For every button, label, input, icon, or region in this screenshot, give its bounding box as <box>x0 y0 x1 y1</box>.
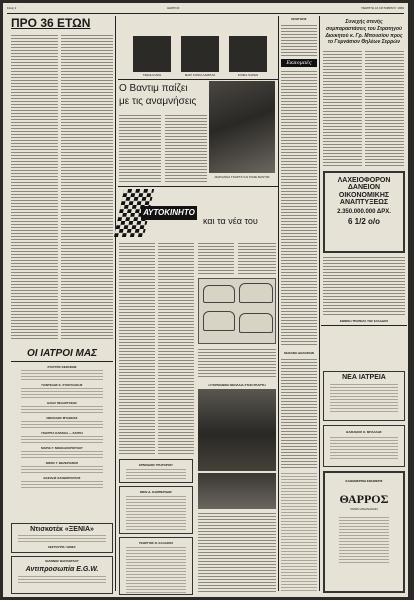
car-drawing-1 <box>203 285 235 303</box>
vantim-photo <box>209 81 275 173</box>
xenia-ad <box>11 523 113 553</box>
column-divider-2 <box>278 16 279 591</box>
kalogiannis-name: ΓΕΩΡΓΙΟΣ Ν. ΚΑΛΑΚΟΣ <box>138 541 174 545</box>
car-drawing-3 <box>203 311 235 331</box>
new-clinic-title: ΝΕΑ ΙΑΤΡΕΙΑ <box>342 374 386 381</box>
programs-intro-text <box>281 25 317 57</box>
stadium-photo <box>198 473 276 509</box>
auto-text-c <box>198 243 234 275</box>
photo-portrait-2 <box>181 36 219 72</box>
military-text-b <box>365 51 404 167</box>
photo-caption-3: ΣΟΦΙΑ ΛΟΡΕΝ <box>237 73 259 77</box>
military-ad-line4: το Γυμνάσιον Θηλέων Σερρών <box>327 39 401 46</box>
doctor-entry: ΠΑΝΤΕΛΗΣ Ε. ΣΥΚΟΥΛΑΚΗΣ <box>41 383 83 387</box>
lottery-rule <box>321 325 407 326</box>
issue-date: ΠΕΜΠΤΗ 16 ΟΚΤΩΒΡΙΟΥ 1969 <box>361 6 404 10</box>
doctor-entry: ΝΙΚΟΛΑΟΣ ΜΥΛΩΝΑΣ <box>46 416 78 420</box>
grigoriou-ad <box>119 459 193 483</box>
lottery-line3: ΟΙΚΟΝΟΜΙΚΗΣ <box>338 191 390 199</box>
newspaper-name: ΘΑΡΡΟΣ <box>167 6 180 10</box>
programs-title: ΕΙΣΗΓΗΣΙΣ <box>291 17 307 21</box>
lottery-rate: 6 1/2 ο/ο <box>347 216 380 226</box>
vantim-headline-2: με τις αναμνήσεις <box>119 95 197 107</box>
programs-text-b <box>281 359 317 469</box>
vantim-headline-1: Ο Βαντιμ παίζει <box>119 83 188 94</box>
doctor-entry: ΝΙΚΟΣ Γ. ΒΕΖΕΡΙΑΝΟΣ <box>45 461 79 465</box>
vantim-rule <box>118 186 278 187</box>
lottery-ad <box>323 171 405 253</box>
auto-text-d <box>238 243 276 275</box>
photo-caption-2: ΜΑΡΙ ΣΟΝΙΑ ΛΑΜΠΑΣ <box>184 73 216 77</box>
tharros-sub: ΡΙΖΩΝ ΑΝΗΛΙΑΚΩΝ <box>350 506 378 511</box>
doctor-entry: ΗΛΙΑΣ ΠΕΛΑΡΓΑΚΗΣ <box>47 401 77 405</box>
military-ad-line2: συμπαραστάσεις του Στρατηγού <box>325 25 403 32</box>
military-ad-line1: Συνεχής στενής <box>345 19 383 25</box>
photo-portrait-1 <box>133 36 171 72</box>
auto-subtitle: και τα νέα του <box>203 216 258 226</box>
lottery-line1: ΛΑΧΕΙΟΦΟΡΟΝ <box>337 177 391 184</box>
vantim-text-b <box>165 115 207 183</box>
header-rule <box>7 13 404 14</box>
tharros-title: ΘΑΡΡΟΣ <box>339 492 389 506</box>
doctor-entry: ΜΑΡΙΑ Γ. ΝΙΚΟΛΑΚΟΠΟΥΛΟΥ <box>41 446 83 450</box>
page-header <box>7 6 404 13</box>
auto-text-a <box>119 243 155 455</box>
column-left-text-b <box>61 35 113 340</box>
programs-footer: ΜΗΧΑΝΗ ΔΗΛΩΣΙΩΝ <box>284 351 314 355</box>
tharros-ad <box>323 471 405 593</box>
doctor-entry: ΒΑΣΙΛΗΣ ΧΑΝΘΟΠΟΥΛΟΣ <box>43 476 81 480</box>
kamperidis-ad <box>119 486 193 534</box>
car-drawing-4 <box>239 313 273 333</box>
photo-portrait-3 <box>229 36 267 72</box>
mavroudis-ad <box>323 425 405 467</box>
vantim-photo-caption: ΜΑΡΙΑΝΝΑ ΤΖΩΡΤΖ ΚΑΙ ΡΟΖΕ ΒΑΝΤΙΜ <box>214 175 270 179</box>
photos-rule <box>118 79 278 80</box>
new-clinic-ad <box>323 371 405 421</box>
military-text-a <box>323 51 362 167</box>
auto-text-e <box>198 349 276 379</box>
car-cartoon-illustration <box>198 278 276 344</box>
german-youth-photo <box>198 389 276 471</box>
auto-text-b <box>158 243 194 455</box>
page-number: Σελίς 2 <box>7 6 17 10</box>
column-left-text-a <box>11 35 58 340</box>
doctor-entry: ΓΕΩΡΓΙΑ ΚΑΡΑΚΗ — ΣΑΡΡΗ <box>41 431 83 435</box>
column-left-title: ΠΡΟ 36 ΕΤΩΝ <box>11 16 91 30</box>
auto-banner: ΑΥΤΟΚΙΝΗΤΟ <box>141 206 197 220</box>
doctors-title: ΟΙ ΙΑΤΡΟΙ ΜΑΣ <box>27 348 97 359</box>
lottery-line2: ΔΑΝΕΙΟΝ <box>347 184 381 192</box>
kalogiannis-ad <box>119 537 193 595</box>
xenia-line: ΧΕΣΤΟΥΡΙΑ 'ΞΕΝΙΑ' <box>47 545 77 550</box>
lottery-line4: ΑΝΑΠΤΥΞΕΩΣ <box>339 199 389 207</box>
vantim-headline <box>119 83 207 108</box>
car-drawing-2 <box>239 283 273 303</box>
programs-subtitle: Εκπομπές <box>281 59 317 67</box>
kamperidis-name: ΜΙΚΕ Δ. ΚΑΜΠΕΡΙΔΗΣ <box>139 490 172 494</box>
xenia-title: Ντισκοτέκ «ΞΕΝΙΑ» <box>30 526 94 533</box>
vantim-text-a <box>119 115 161 183</box>
egw-ad <box>11 556 113 594</box>
column-divider-1 <box>115 16 116 591</box>
egw-title: Αντιπροσωπία E.G.W. <box>25 566 99 573</box>
egw-name: ΙΩΑΝΝΗΣ ΒΑΣΙΛΟΓΛΟΥ <box>45 559 79 563</box>
tharros-pre: ΚΑΘΗΜΕΡΙΝΗ ΕΦΗΜΕΡΙΣ <box>345 479 383 483</box>
photo-caption-1: ΤΖΕΝΗ ΚΑΡΑ <box>142 73 162 77</box>
doctors-rule <box>11 361 113 362</box>
column-divider-3 <box>319 16 320 591</box>
programs-list <box>281 71 317 347</box>
german-photo-caption: Η ΓΕΡΜΑΝΙΚΗ ΝΕΟΛΑΙΑ ΣΤΗΝ ΣΠΑΡΤΗ <box>208 383 266 387</box>
military-ad-line3: Διοικητού κ. Γρ. Μπουσίου προς <box>325 32 403 39</box>
german-text <box>198 513 276 593</box>
programs-text-c <box>281 473 317 593</box>
lottery-details <box>323 257 405 317</box>
grigoriou-name: ΕΡΜΟΔΙΟΣ ΓΡΗΓΟΡΙΟΥ <box>139 463 173 467</box>
lottery-amount: 2.350.000.000 ΔΡΧ. <box>337 209 391 216</box>
newspaper-page <box>3 3 408 597</box>
doctor-entry: ΣΤΑΥΡΟΣ ΚΕΣΚΙΝΗΣ <box>47 365 77 369</box>
doctors-list <box>11 365 113 521</box>
lottery-footer: ΕΘΝΙΚΗ ΤΡΑΠΕΖΑ ΤΗΣ ΕΛΛΑΔΟΣ <box>339 319 389 323</box>
military-ad <box>323 19 405 46</box>
mavroudis-name: ΒΑΣΙΛΕΙΟΣ Κ. ΜΠΑΛΛΗΣ <box>346 430 382 434</box>
